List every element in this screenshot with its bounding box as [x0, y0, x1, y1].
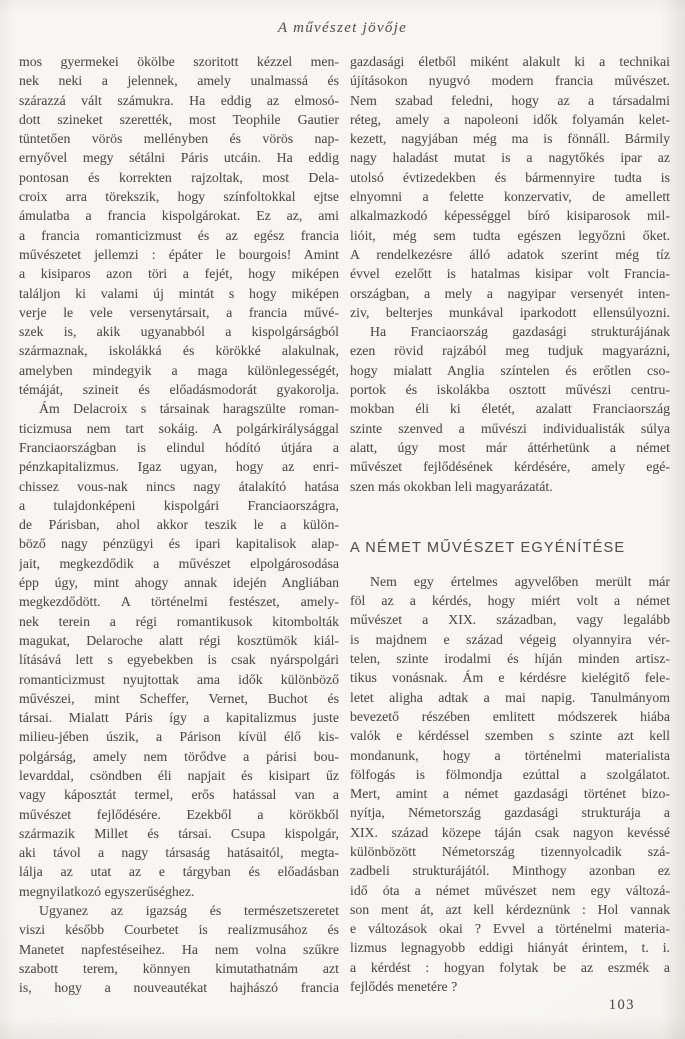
text-line: zadbeli strukturájától. Minthogy azonban ez [350, 863, 670, 879]
text-line: croix arra törekszik, hogy színfoltokkal ejtse [19, 189, 339, 205]
paragraph [350, 52, 670, 322]
text-line: alkalmazkodó képességgel bíró kisiparosok mil- [350, 208, 670, 224]
text-line: szek is, akik ugyanabból a kispolgárságból [19, 324, 339, 340]
text-line: szárazzá vált számukra. Ha eddig az elmosó- [19, 92, 339, 108]
text-line: mondanunk, hogy a történelmi materialista [350, 747, 670, 763]
text-line: vagy káposztát termel, erős hatással van a [19, 787, 339, 803]
text-line: nek terein a régi romantikusok kitombolták [19, 613, 339, 629]
text-line: fejlődés menetére ? [350, 979, 458, 995]
paragraph [19, 901, 339, 997]
text-line: portok és iskolákba osztott művészi centru- [350, 382, 670, 398]
section-heading: A NÉMET MŰVÉSZET EGYÉNÍTÉSE [350, 539, 626, 556]
text-line: Nem szabad feledni, hogy az a társadalmi [350, 92, 670, 108]
text-line: szabott terem, könnyen kimutathatnám azt [19, 960, 339, 976]
text-line: aki távol a nagy társaság hatásaitól, megta- [19, 845, 339, 861]
text-line: ziv, belterjes munkával iparkodott ellensúlyozni. [350, 304, 670, 320]
text-line: mos gyermekei ökölbe szoritott kézzel men- [19, 54, 339, 69]
left-column [19, 52, 339, 998]
text-line: Ám Delacroix s társainak haragszülte roman- [39, 401, 339, 417]
text-line: viszi később Courbetet is realizmusához és [19, 922, 339, 938]
text-line: valók e kérdéssel szemben s szinte azt kell [350, 728, 670, 744]
text-line: nagy haladást mutat is a nagytőkés ipar az [350, 150, 670, 166]
text-line: levarddal, csöndben éli napjait és kisipart űz [19, 767, 339, 783]
text-line: magukat, Delaroche alatt régi kosztümök kiál- [19, 632, 339, 648]
text-line: A rendelkezésre álló adatok szerint még tíz [350, 246, 670, 262]
text-line: a kisiparos azon töri a fejét, hogy miképen [19, 266, 339, 282]
text-line: szinte szenved a művészi individualisták súlya [350, 420, 670, 436]
text-line: Manetet napfestéseihez. Ha nem volna szűkre [19, 941, 339, 957]
text-line: is, hogy a nouveautékat hajhászó francia [19, 980, 339, 996]
text-line: XIX. század közepe táján csak nagyon kevéssé [350, 824, 670, 840]
paragraph [19, 52, 339, 399]
running-title: A művészet jövője [277, 20, 408, 36]
text-line: Ha Franciaország gazdasági strukturájának [370, 324, 670, 340]
text-line: Ugyanez az igazság és természetszeretet [39, 903, 339, 919]
text-line: is majdnem e század végeig olyannyira vér- [350, 631, 670, 647]
text-line: tikus vonásnak. Ám e kérdésre kielégitő fele- [350, 670, 670, 686]
text-line: művészet fejlődésére. Ezekből a körökből [19, 806, 339, 822]
right-column [350, 52, 670, 998]
text-line: származnak, iskolákká és körökké alakulnak, [19, 343, 339, 359]
page-number: 103 [608, 997, 635, 1013]
text-line: a kérdést : hogyan folytak be az eszmék a [350, 959, 670, 975]
text-line: kezett, nagyjában még ma is fönnáll. Bármily [350, 131, 670, 147]
paragraph [350, 322, 670, 496]
text-line: újításokon nyugvó modern francia művészet. [350, 73, 670, 89]
text-line: tüntetően vörös mellényben és vörös nap- [19, 131, 339, 147]
paragraph [19, 399, 339, 901]
text-line: művészet a XIX. században, vagy legalább [350, 612, 670, 628]
paragraph [350, 572, 670, 997]
text-line: megnyilatkozó egyszerűséghez. [19, 883, 195, 899]
text-line: de Párisban, ahol akkor teszik le a külön- [19, 517, 339, 533]
text-line: témáját, szineit és előadásmodorát gyakorolja. [19, 382, 339, 398]
text-line: ámulatba a francia kispolgárokat. Ez az, ami [19, 208, 339, 224]
text-line: gazdasági életből miként alakult ki a technikai [350, 54, 670, 69]
text-line: megkezdődött. A történelmi festészet, amely- [19, 594, 339, 610]
text-line: letet aligha adtak a mai napig. Tanulmányom [350, 689, 670, 705]
text-line: hogy mialatt Anglia színtelen és erőtlen cso- [350, 362, 670, 378]
text-line: lításává lett s egyebekben is csak nyárspolgári [19, 652, 339, 668]
text-line: nek neki a jelennek, amely unalmassá és [19, 73, 339, 89]
text-line: réteg, amely a napoleoni idők folyamán kelet- [350, 111, 670, 127]
text-line: lióit, még sem tudta egészen legyőzni őket. [350, 227, 670, 243]
text-line: son ment át, azt kell kérdeznünk : Hol vannak [350, 901, 670, 917]
text-line: országban, a mely a nagyipar versenyét inten- [350, 285, 670, 301]
text-line: polgárság, amely nem törődve a párisi bou- [19, 748, 339, 764]
text-line: ezen rövid rajzából meg tudjuk magyarázni, [350, 343, 670, 359]
text-line: föl az a kérdés, hogy miért volt a német [350, 593, 670, 609]
text-line: elnyomni a felette konzervativ, de amellett [350, 189, 670, 205]
text-line: Nem egy értelmes agyvelőben merült már [370, 573, 670, 589]
text-line: nyítja, Németország gazdasági strukturája a [350, 805, 670, 821]
text-columns [19, 52, 670, 998]
text-line: idő óta a német művészet nem egy változá- [350, 882, 670, 898]
text-line: e változások okai ? Evvel a történelmi materia- [350, 921, 670, 937]
text-line: művészei, mint Scheffer, Vernet, Buchot és [19, 690, 339, 706]
text-line: verje le vele versenytársait, a francia művé- [19, 304, 339, 320]
text-line: milieu-jében úszik, a Párison kívül élő kis- [19, 729, 339, 745]
text-line: ernyővel megy sétálni Páris utcáin. Ha eddig [19, 150, 339, 166]
text-line: származik Millet és társai. Csupa kispolgár, [19, 825, 339, 841]
text-line: társai. Mialatt Páris így a kapitalizmus juste [19, 710, 339, 726]
text-line: dott szineket szerették, most Teophile Gautier [19, 111, 339, 127]
text-line: pontosan és korrekten rajzoltak, most Dela- [19, 169, 339, 185]
text-line: bevezető részében emlitett módszerek hiába [350, 708, 670, 724]
text-line: pénzkapitalizmus. Igaz ugyan, hogy az enri- [19, 459, 339, 475]
text-line: Franciaországban is elindul hódító útjára a [19, 439, 339, 455]
text-line: böző nagy pénzügyi és ipari kapitalisok alap- [19, 536, 339, 552]
text-line: utolsó évtizedekben és bármennyire tudta is [350, 169, 670, 185]
text-line: különbözött Németország tizennyolcadik szá- [350, 843, 670, 859]
text-line: fölfogás is fölmondja ezúttal a szolgálatot. [350, 766, 670, 782]
text-line: művészetet jellemzi : épáter le bourgois! Amint [19, 246, 339, 262]
text-line: mokban éli ki életét, azalatt Franciaország [350, 401, 670, 417]
text-line: amelyben mindegyik a maga különlegességét, [19, 362, 339, 378]
text-line: romanticizmust nyujtottak ama idők különböző [19, 671, 339, 687]
text-line: telen, szinte irodalmi és híján minden artisz- [350, 651, 670, 667]
text-line: épp úgy, mint ahogy annak idején Angliában [19, 575, 339, 591]
text-line: chissez vous-nak nincs nagy átalakító hatása [19, 478, 339, 494]
text-line: művészet fejlődésének kérdésére, amely egé- [350, 459, 670, 475]
text-line: ticizmusa nem tart sokáig. A polgárkirálysággal [19, 420, 339, 436]
text-line: alatt, úgy most már áttérhetünk a német [350, 439, 670, 455]
text-line: Mert, amint a német gazdasági történet bizo- [350, 786, 670, 802]
text-line: találjon ki valami új mintát s hogy miképen [19, 285, 339, 301]
text-line: évvel ezelőtt is hatalmas kisipar volt Francia- [350, 266, 670, 282]
text-line: jait, megkezdődik a művészet elpolgárosodása [19, 555, 339, 571]
text-line: szen más okokban leli magyarázatát. [350, 478, 553, 494]
text-line: lálja az utat az e tárgyban és előadásban [19, 864, 339, 880]
text-line: a francia romanticizmust és az egész francia [19, 227, 339, 243]
text-line: lizmus legnagyobb eddigi hiányát érintem, t. i. [350, 940, 670, 956]
text-line: a tulajdonképeni kispolgári Franciaországra, [19, 497, 339, 513]
